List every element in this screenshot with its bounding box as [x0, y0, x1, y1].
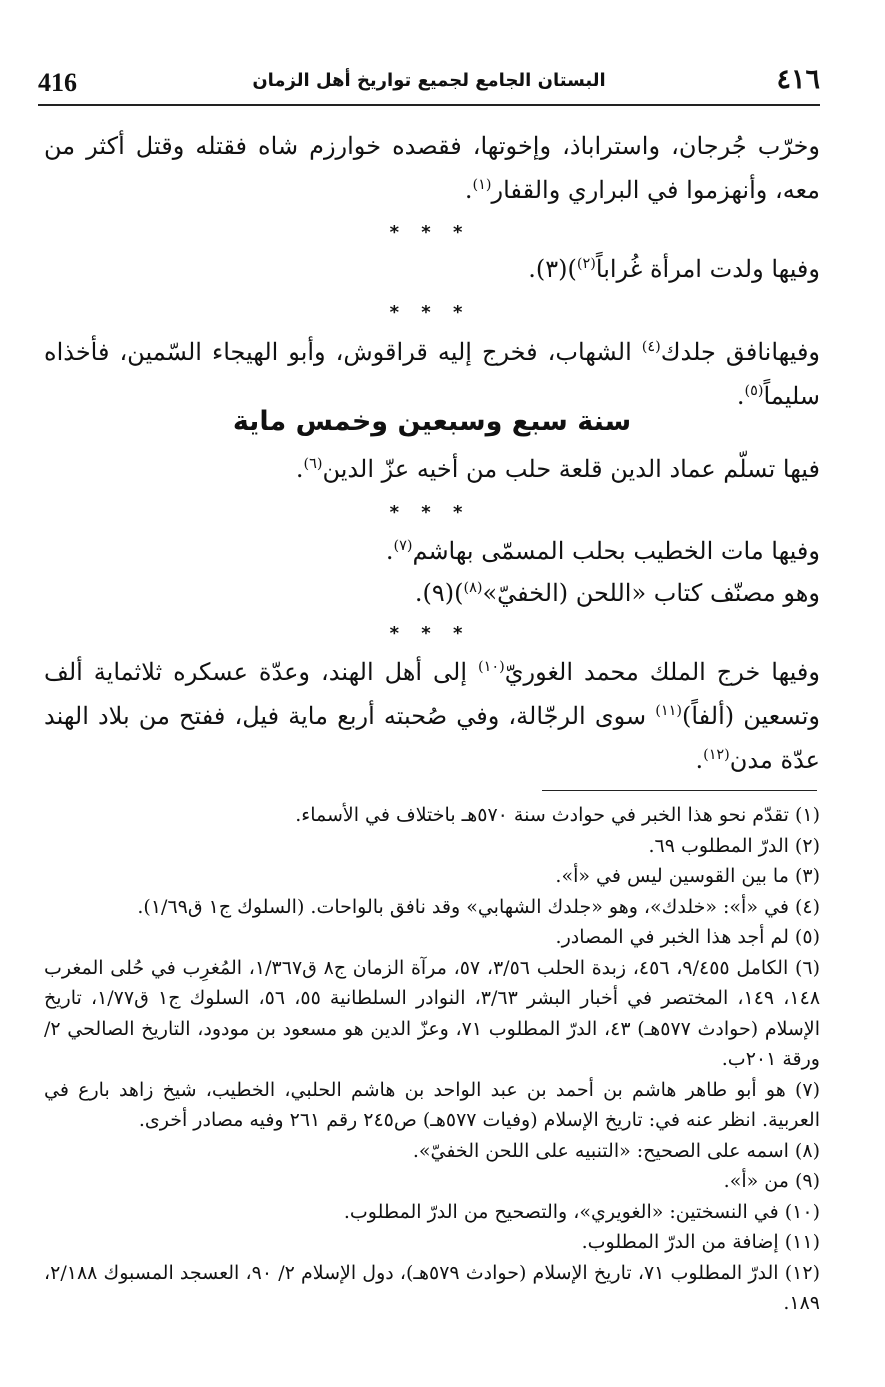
year-heading: سنة سبع وسبعين وخمس ماية [232, 406, 632, 437]
paragraph-end: )(٣). [528, 255, 577, 283]
footnote-ref: (٥) [744, 383, 764, 399]
paragraph-text: وهو مصنّف كتاب «اللحن (الخفيّ» [482, 579, 820, 607]
footnote: (١٠) في النسختين: «الغويري»، والتصحيح من الدرّ المطلوب. [343, 1200, 820, 1223]
running-header [38, 62, 820, 106]
paragraph-end: . [295, 455, 304, 483]
section-separator: * * * [389, 623, 471, 644]
paragraph-text: وفيها مات الخطيب بحلب المسمّى بهاشم [412, 537, 820, 565]
footnote: (١٢) الدرّ المطلوب ٧١، تاريخ الإسلام (حوادث ٥٧٩هـ)، دول الإسلام ٢/ ٩٠، العسجد المسبوك ٢/١٨٨، ١٨٩. [44, 1261, 820, 1314]
paragraph-end: . [385, 537, 394, 565]
footnotes [44, 800, 820, 1319]
footnote-ref: (١٠) [477, 659, 505, 675]
paragraph-text: وفيها خرج الملك محمد الغوريّ [504, 658, 820, 686]
footnote-ref: (٦) [303, 456, 323, 472]
footnote: (٥) لم أجد هذا الخبر في المصادر. [555, 926, 820, 948]
footnote: (٨) اسمه على الصحيح: «التنبيه على اللحن الخفيّ». [412, 1139, 820, 1162]
paragraph-7 [44, 650, 820, 782]
footnote: (٣) ما بين القوسين ليس في «أ». [555, 865, 820, 887]
paragraph-4 [44, 447, 820, 491]
footnote: (٢) الدرّ المطلوب ٦٩. [648, 834, 820, 857]
paragraph-text: إلى أهل الهند، وعدّة عسكره ثلاثماية ألف وتسعين (ألفاً) [44, 658, 820, 730]
paragraph-5 [44, 529, 820, 573]
paragraph-text: فيها تسلّم عماد الدين قلعة حلب من أخيه عزّ الدين [322, 455, 820, 483]
footnote: (٦) الكامل ٩/٤٥٥، ٤٥٦، زبدة الحلب ٣/٥٦، ٥٧، مرآة الزمان ج٨ ق١/٣٦٧، المُغرِب في حُلى المغرب ١٤٨، ١٤٩، المختصر في أخبار البشر ٣/٦٣، النوادر السلطانية ٥٥، ٥٦، السلوك ج١ ق١/٧٧، تاريخ الإسلام (حوادث ٥٧٧هـ) ٤٣، الدرّ المطلوب ٧١، وعزّ الدين هو مسعود بن مودود، التاريخ الصالحي ٢/ ورقة ٢٠١ب. [44, 956, 821, 1070]
footnote: (٩) من «أ». [723, 1170, 820, 1192]
footnote: (١) تقدّم نحو هذا الخبر في حوادث سنة ٥٧٠هـ باختلاف في الأسماء. [295, 804, 820, 826]
footnote-ref: (١٢) [703, 747, 730, 763]
footnote-ref: (١) [472, 177, 492, 193]
paragraph-end: . [695, 746, 704, 774]
paragraph-1 [44, 124, 820, 212]
page-number-arabic: ٤١٦ [776, 64, 820, 95]
section-separator: * * * [389, 502, 471, 523]
paragraph-end: . [464, 176, 473, 204]
section-separator: * * * [389, 222, 471, 243]
paragraph-end: )(٩). [414, 579, 464, 607]
section-separator: * * * [389, 302, 471, 323]
paragraph-2 [44, 247, 820, 291]
footnote-ref: (١١) [655, 703, 682, 719]
footnote: (١١) إضافة من الدرّ المطلوب. [581, 1231, 820, 1253]
page-number: 416 [38, 68, 77, 97]
footnote: (٧) هو أبو طاهر هاشم بن أحمد بن عبد الواحد بن هاشم الحلبي، الخطيب، شيخ زاهد بارع في العربية. انظر عنه في: تاريخ الإسلام (وفيات ٥٧٧هـ) ص٢٤٥ رقم ٢٦١ وفيه مصادر أخرى. [44, 1078, 820, 1131]
paragraph-text: وفيها ولدت امرأة غُراباً [595, 255, 820, 283]
paragraph-text: سوى الرجّالة، وفي صُحبته أربع ماية فيل، ففتح من بلاد الهند عدّة مدن [44, 702, 820, 774]
paragraph-end: . [736, 382, 745, 410]
paragraph-6 [44, 571, 820, 615]
footnote-ref: (٨) [463, 580, 483, 596]
paragraph-3 [44, 330, 820, 418]
footnote-ref: (٧) [393, 538, 413, 554]
footnote-ref: (٤) [641, 339, 661, 355]
footnote: (٤) في «أ»: «خلدك»، وهو «جلدك الشهابي» وقد نافق بالواحات. (السلوك ج١ ق١/٦٩). [137, 895, 820, 918]
paragraph-text: وخرّب جُرجان، واستراباذ، وإخوتها، فقصده خوارزم شاه فقتله وقتل أكثر من معه، وأنهزموا في البراري والقفار [44, 132, 820, 204]
footnote-ref: (٢) [576, 256, 596, 272]
paragraph-text: الشهاب، فخرج إليه قراقوش، وأبو الهيجاء السّمين، فأخذاه سليماً [44, 338, 820, 410]
footnote-separator [542, 790, 817, 791]
book-title: البستان الجامع لجميع تواريخ أهل الزمان [252, 70, 606, 91]
paragraph-text: وفيهانافق جلدك [660, 338, 821, 366]
